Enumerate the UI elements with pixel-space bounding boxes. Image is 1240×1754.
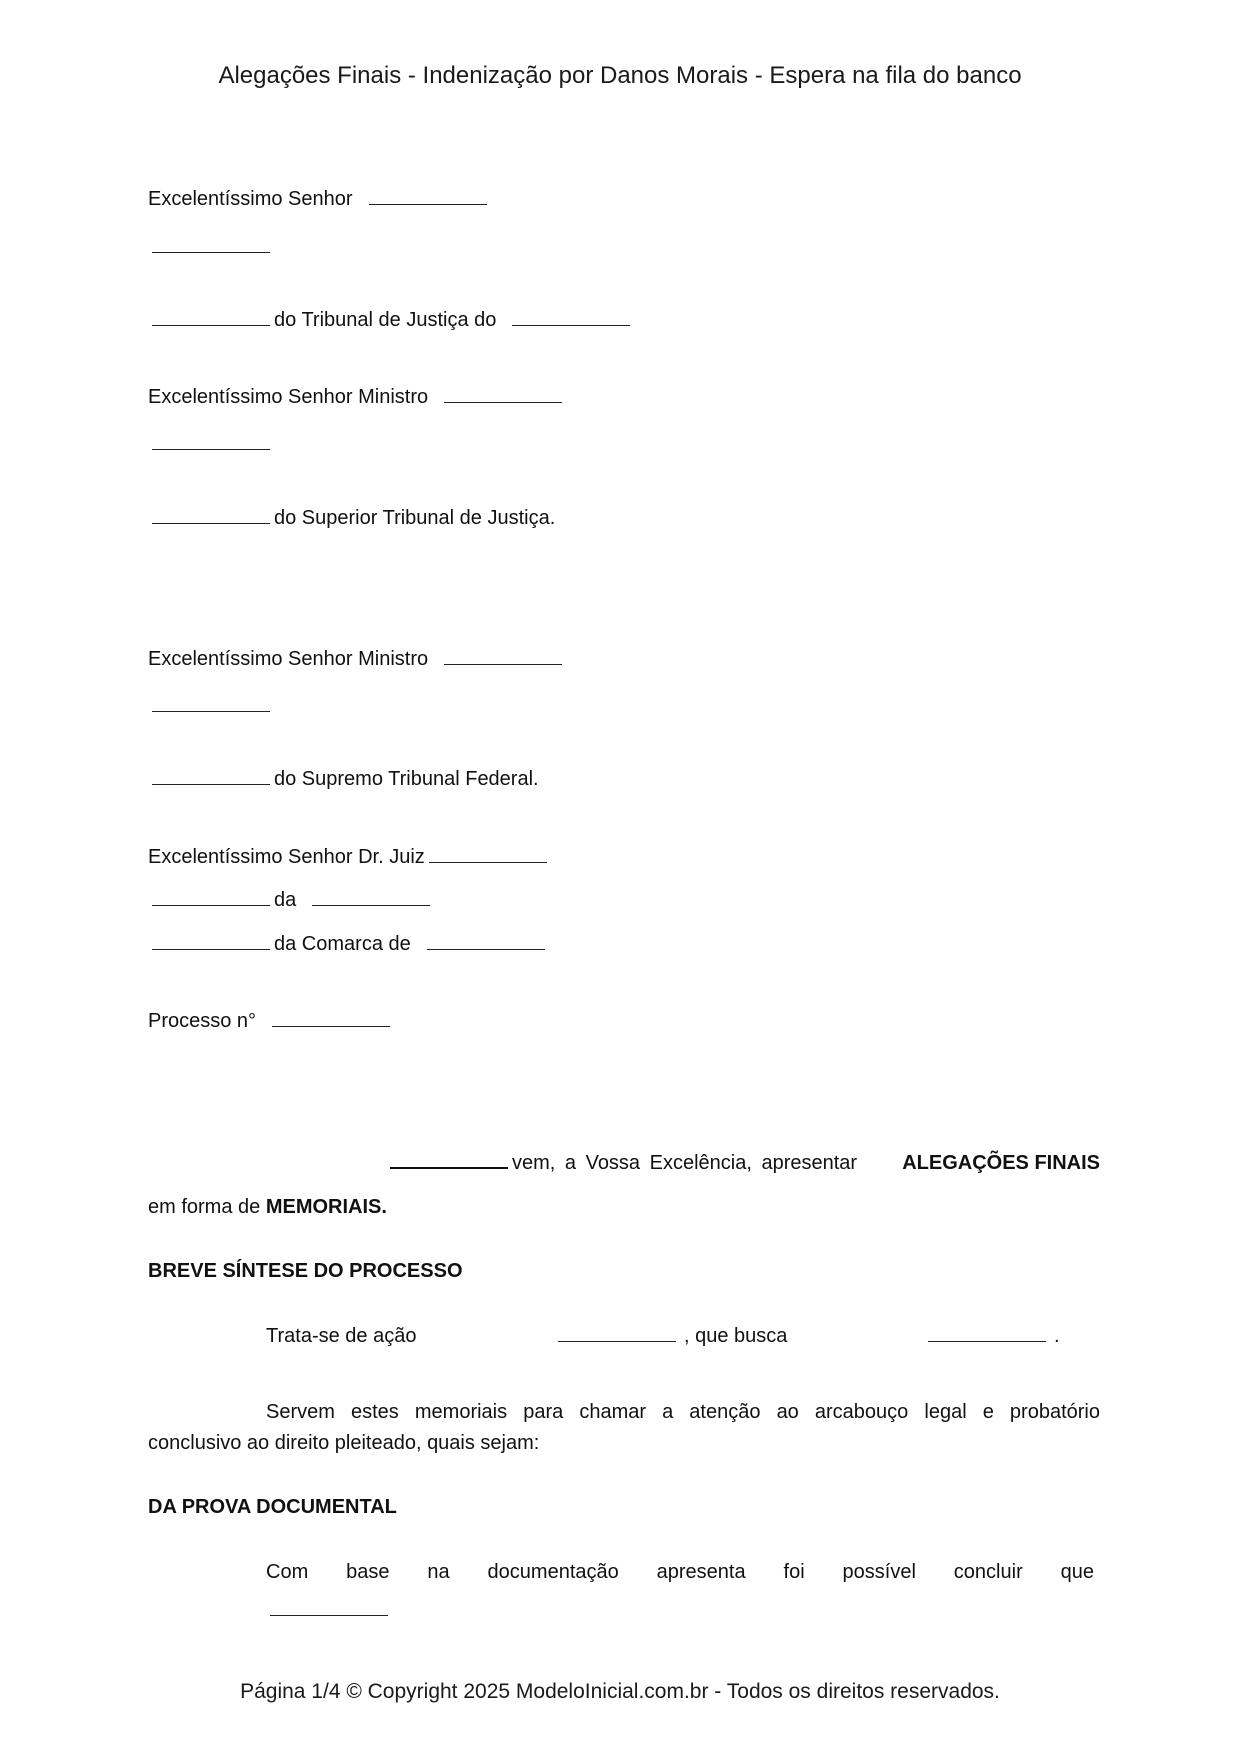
- address-line: [148, 385, 562, 409]
- com-base-blank-line: [270, 1598, 388, 1622]
- blank-field[interactable]: [928, 1324, 1046, 1342]
- trata-line-end: [928, 1324, 1060, 1348]
- address-line: [152, 888, 430, 912]
- address-line: [152, 308, 630, 332]
- section-heading-prova-documental: DA PROVA DOCUMENTAL: [148, 1496, 397, 1518]
- blank-field[interactable]: [444, 647, 562, 665]
- trata-text: .: [1054, 1325, 1060, 1347]
- process-number-field[interactable]: [272, 1009, 390, 1027]
- blank-field[interactable]: [444, 385, 562, 403]
- intro-line: [390, 1150, 1100, 1175]
- trata-line: [266, 1324, 416, 1348]
- paragraph-servem-2: conclusivo ao direito pleiteado, quais sejam:: [148, 1432, 540, 1454]
- page-footer: Página 1/4 © Copyright 2025 ModeloInicial.com.br - Todos os direitos reservados.: [240, 1680, 1000, 1703]
- address-line: [152, 235, 270, 259]
- address-line: [152, 767, 539, 791]
- paragraph-servem-1: Servem estes memoriais para chamar a atenção ao arcabouço legal e probatório: [266, 1401, 1100, 1423]
- intro-bold-title: ALEGAÇÕES FINAIS: [902, 1152, 1100, 1174]
- blank-field[interactable]: [152, 888, 270, 906]
- intro-bold-memoriais: MEMORIAIS.: [265, 1196, 387, 1218]
- address-line: [152, 506, 555, 530]
- trata-text: , que busca: [684, 1325, 788, 1347]
- process-number-label: Processo n°: [148, 1010, 257, 1032]
- address-text: Excelentíssimo Senhor Dr. Juiz: [148, 846, 425, 868]
- intro-text: em forma de: [148, 1196, 261, 1218]
- address-text: do Tribunal de Justiça do: [274, 309, 497, 331]
- blank-field[interactable]: [429, 845, 547, 863]
- address-line: [152, 932, 545, 956]
- address-text: Excelentíssimo Senhor Ministro: [148, 386, 429, 408]
- blank-field[interactable]: [152, 308, 270, 326]
- address-text: Excelentíssimo Senhor Ministro: [148, 648, 429, 670]
- blank-field[interactable]: [270, 1598, 388, 1616]
- address-text: do Supremo Tribunal Federal.: [274, 768, 539, 790]
- party-name-field[interactable]: [390, 1150, 508, 1169]
- address-line: [152, 432, 270, 456]
- blank-field[interactable]: [558, 1324, 676, 1342]
- section-heading-breve-sintese: BREVE SÍNTESE DO PROCESSO: [148, 1260, 463, 1282]
- blank-field[interactable]: [312, 888, 430, 906]
- intro-line-2: [148, 1195, 387, 1219]
- intro-text: vem, a Vossa Excelência, apresentar: [512, 1152, 858, 1174]
- address-line: [148, 647, 562, 671]
- trata-text: Trata-se de ação: [266, 1325, 417, 1347]
- address-text: Excelentíssimo Senhor: [148, 188, 353, 210]
- blank-field[interactable]: [512, 308, 630, 326]
- page-header-title: Alegações Finais - Indenização por Danos Morais - Espera na fila do banco: [218, 62, 1022, 89]
- process-number-line: [148, 1009, 390, 1033]
- address-text: da: [274, 889, 297, 911]
- blank-field[interactable]: [152, 932, 270, 950]
- blank-field[interactable]: [152, 235, 270, 253]
- paragraph-com-base: Com base na documentação apresenta foi possível concluir que: [266, 1561, 1094, 1583]
- blank-field[interactable]: [152, 767, 270, 785]
- blank-field[interactable]: [427, 932, 545, 950]
- address-line: [148, 187, 487, 211]
- address-line: [152, 694, 270, 718]
- blank-field[interactable]: [152, 506, 270, 524]
- blank-field[interactable]: [369, 187, 487, 205]
- trata-line-mid: [558, 1324, 787, 1348]
- address-line: [148, 845, 547, 869]
- address-text: do Superior Tribunal de Justiça.: [274, 507, 556, 529]
- address-text: da Comarca de: [274, 933, 411, 955]
- blank-field[interactable]: [152, 432, 270, 450]
- blank-field[interactable]: [152, 694, 270, 712]
